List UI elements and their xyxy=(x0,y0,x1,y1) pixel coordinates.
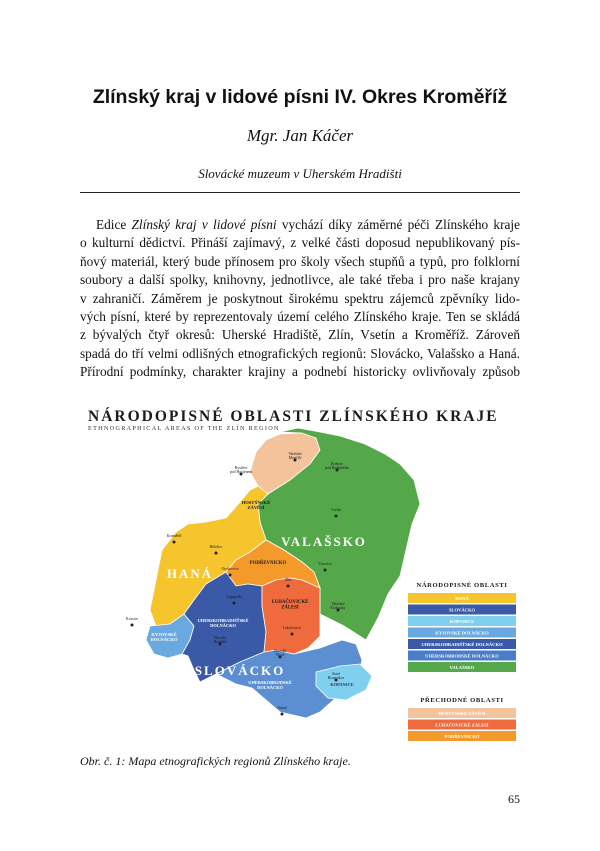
paragraph-text: Edice xyxy=(96,217,132,232)
town-label: Strání xyxy=(277,706,287,710)
legend-label: LUHAČOVICKÉ ZÁLESÍ xyxy=(435,722,489,728)
town-dot xyxy=(131,624,134,627)
town-label: Otrokovice xyxy=(221,567,239,571)
legend-label: HOSTÝNSKÉ ZÁVĚSÍ xyxy=(438,711,486,717)
region-label-uherskohradistske: UHERSKOHRADIŠŤSKÉ DOLNÁCKO xyxy=(197,618,249,628)
article-title: Zlínský kraj v lidové písni IV. Okres Kroměříž xyxy=(92,86,508,108)
paragraph-line xyxy=(80,234,520,252)
region-luhacovicke-zalesi xyxy=(262,578,320,654)
author-affiliation: Slovácké muzeum v Uherském Hradišti xyxy=(198,166,402,181)
legend-label: UHERSKOBRODSKÉ DOLNÁCKO xyxy=(425,653,499,659)
town-label: Holešov xyxy=(209,545,223,549)
paragraph-text: v zahraničí. Záměrem je poskytnout širokému spektru zájemců zpěvníky lido- xyxy=(80,290,520,306)
paragraph-text: o kulturní dědictví. Přináší zajímavý, z velké části doposud nepublikovaný pís- xyxy=(80,235,520,251)
paragraph-text: ňový materiál, který bude přínosem pro školy všech stupňů a typů, pro folklorní xyxy=(80,253,520,269)
region-label-podrevnicko: PODŘEVNICKO xyxy=(249,561,287,566)
town-label: Staré Hrozenkov xyxy=(327,672,345,681)
town-dot xyxy=(173,541,176,544)
paragraph-text: soubory a další spolky, knihovny, jednotlivce, ale také třeba i pro naše krajany xyxy=(80,272,520,288)
town-dot xyxy=(215,552,218,555)
region-label-hana: HANÁ xyxy=(166,566,214,581)
town-label: Vizovice xyxy=(318,562,332,566)
town-label: Luhačovice xyxy=(283,626,301,630)
paragraph-line xyxy=(80,345,520,363)
town-label: Zlín xyxy=(284,578,292,582)
town-label: Kvasice xyxy=(125,617,139,621)
map-legend xyxy=(408,581,516,741)
header-divider xyxy=(80,192,520,193)
town-dot xyxy=(233,602,236,605)
town-label: Uherský Brod xyxy=(273,649,287,658)
town-label: Valašské Meziříčí xyxy=(288,452,302,461)
region-label-valassko: VALAŠSKO xyxy=(281,534,367,549)
town-dot xyxy=(335,515,338,518)
paragraph-text: Přírodní podmínky, charakter krajiny a podnebí historicky ovlivňovaly způsob xyxy=(80,364,520,380)
paragraph-line xyxy=(80,290,520,308)
legend-label: SLOVÁCKO xyxy=(448,607,476,613)
paragraph-text: spadá do tří velmi odlišných etnografických regionů: Slovácko, Valašsko a Haná. xyxy=(80,345,520,361)
page-number: 65 xyxy=(508,792,520,806)
town-label: Valašské Klobouky xyxy=(330,602,346,611)
town-label: Bystřice pod Hostýnem xyxy=(229,466,253,475)
paragraph-text: vých písní, které by reprezentovaly území celého Zlínského kraje. Ten se skládá xyxy=(80,308,520,324)
series-title: Zlínský kraj v lidové písni xyxy=(131,217,277,232)
town-dot xyxy=(229,574,232,577)
map-subtitle: ETHNOGRAPHICAL AREAS OF THE ZLÍN REGION xyxy=(88,425,280,432)
intro-paragraph xyxy=(80,216,520,382)
paragraph-text: vychází díky záměrné péči Zlínského kraje xyxy=(276,217,521,232)
figure-caption: Obr. č. 1: Mapa etnografických regionů Zlínského kraje. xyxy=(80,754,351,768)
town-dot xyxy=(287,585,290,588)
paragraph-line xyxy=(80,271,520,289)
region-label-uherskobrodske: UHERSKOBRODSKÉ DOLNÁCKO xyxy=(248,680,292,690)
legend-label: UHERSKOHRADIŠŤSKÉ DOLNÁCKO xyxy=(421,642,503,648)
paragraph-text: z bývalých čtyř okresů: Uherské Hradiště, Zlín, Vsetín a Kroměříž. Zároveň xyxy=(80,327,520,343)
legend-heading-transition: PŘECHODNÉ OBLASTI xyxy=(420,697,504,704)
paragraph-line xyxy=(80,253,520,271)
region-label-luhacovicke: LUHAČOVICKÉ ZÁLESÍ xyxy=(271,600,309,611)
paragraph-line xyxy=(80,216,520,234)
paragraph-line xyxy=(80,363,520,381)
author-name: Mgr. Jan Káčer xyxy=(246,126,354,145)
paragraph-line xyxy=(80,326,520,344)
town-dot xyxy=(324,569,327,572)
legend-label: KYJOVSKÉ DOLNÁCKO xyxy=(435,630,489,636)
town-label: Vsetín xyxy=(331,508,341,512)
legend-label: HANÁ xyxy=(455,596,469,602)
town-label: Rožnov pod Radhoštěm xyxy=(325,462,349,471)
legend-label: VALAŠSKO xyxy=(449,665,475,671)
region-label-slovacko: SLOVÁCKO xyxy=(194,663,286,678)
region-label-hostynske: HOSTÝNSKÉ ZÁVĚSÍ xyxy=(241,500,271,511)
ethnographic-map xyxy=(80,400,520,745)
paragraph-line xyxy=(80,308,520,326)
region-label-kyjovske: KYJOVSKÉ DOLNÁCKO xyxy=(150,632,178,643)
region-label-kopanice: KOPANICE xyxy=(330,682,354,687)
map-title: NÁRODOPISNÉ OBLASTI ZLÍNSKÉHO KRAJE xyxy=(88,408,499,425)
town-dot xyxy=(291,633,294,636)
town-label: Uherské Hradiště xyxy=(213,636,227,645)
legend-label: KOPANICE xyxy=(449,619,475,625)
legend-label: PODŘEVNICKO xyxy=(444,734,480,740)
town-dot xyxy=(281,713,284,716)
town-label: Kroměříž xyxy=(166,534,182,538)
legend-heading-main: NÁRODOPISNÉ OBLASTI xyxy=(416,582,508,589)
town-label: Napajedla xyxy=(226,595,242,599)
